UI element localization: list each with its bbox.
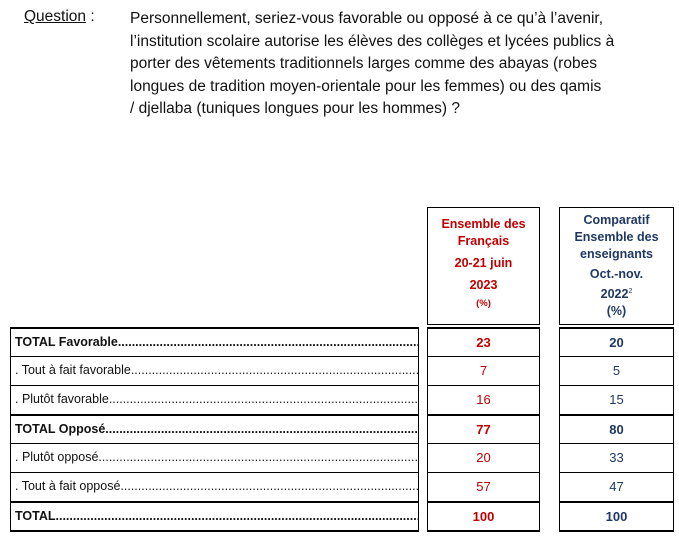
row-label: . Tout à fait opposé: [15, 479, 121, 493]
table-row: [0, 356, 679, 385]
question-line: longues de tradition moyen-orientale pour les femmes) ou des qamis: [130, 77, 602, 95]
question-text: [130, 8, 670, 121]
value-francais: 7: [427, 356, 540, 385]
row-label: TOTAL: [15, 509, 56, 523]
value-enseignants: 5: [559, 356, 674, 385]
row-label: . Plutôt opposé: [15, 450, 99, 464]
table-row: [0, 414, 679, 443]
column-header-francais: Ensemble des Français 20-21 juin 2023 (%): [427, 207, 540, 325]
row-label: . Plutôt favorable: [15, 392, 109, 406]
value-francais: 16: [427, 385, 540, 414]
table-row: [0, 385, 679, 414]
value-francais: 57: [427, 472, 540, 501]
value-francais: 20: [427, 443, 540, 472]
value-enseignants: 15: [559, 385, 674, 414]
table-row: [0, 501, 679, 532]
column-header-enseignants: Comparatif Ensemble des enseignants Oct.-nov. 2022$^2$ (%): [559, 207, 674, 325]
value-francais: 23: [427, 327, 540, 356]
value-enseignants: 80: [559, 414, 674, 443]
question-line: Personnellement, seriez-vous favorable ou opposé à ce qu’à l’avenir,: [130, 10, 604, 27]
value-francais: 100: [427, 501, 540, 532]
question-line: porter des vêtements traditionnels larges comme des abayas (robes: [130, 55, 597, 72]
value-enseignants: 20: [559, 327, 674, 356]
value-francais: 77: [427, 414, 540, 443]
value-enseignants: 33: [559, 443, 674, 472]
row-label: TOTAL Opposé: [15, 422, 106, 436]
row-label: . Tout à fait favorable: [15, 363, 131, 377]
question-label: Question :: [24, 8, 95, 25]
table-row: [0, 472, 679, 501]
question-line: l’institution scolaire autorise les élèves des collèges et lycées publics à: [130, 32, 615, 50]
value-enseignants: 47: [559, 472, 674, 501]
value-enseignants: 100: [559, 501, 674, 532]
table-row: [0, 443, 679, 472]
question-line: / djellaba (tuniques longues pour les hommes) ?: [130, 100, 460, 117]
row-label: TOTAL Favorable: [15, 335, 118, 349]
table-row: [0, 327, 679, 356]
